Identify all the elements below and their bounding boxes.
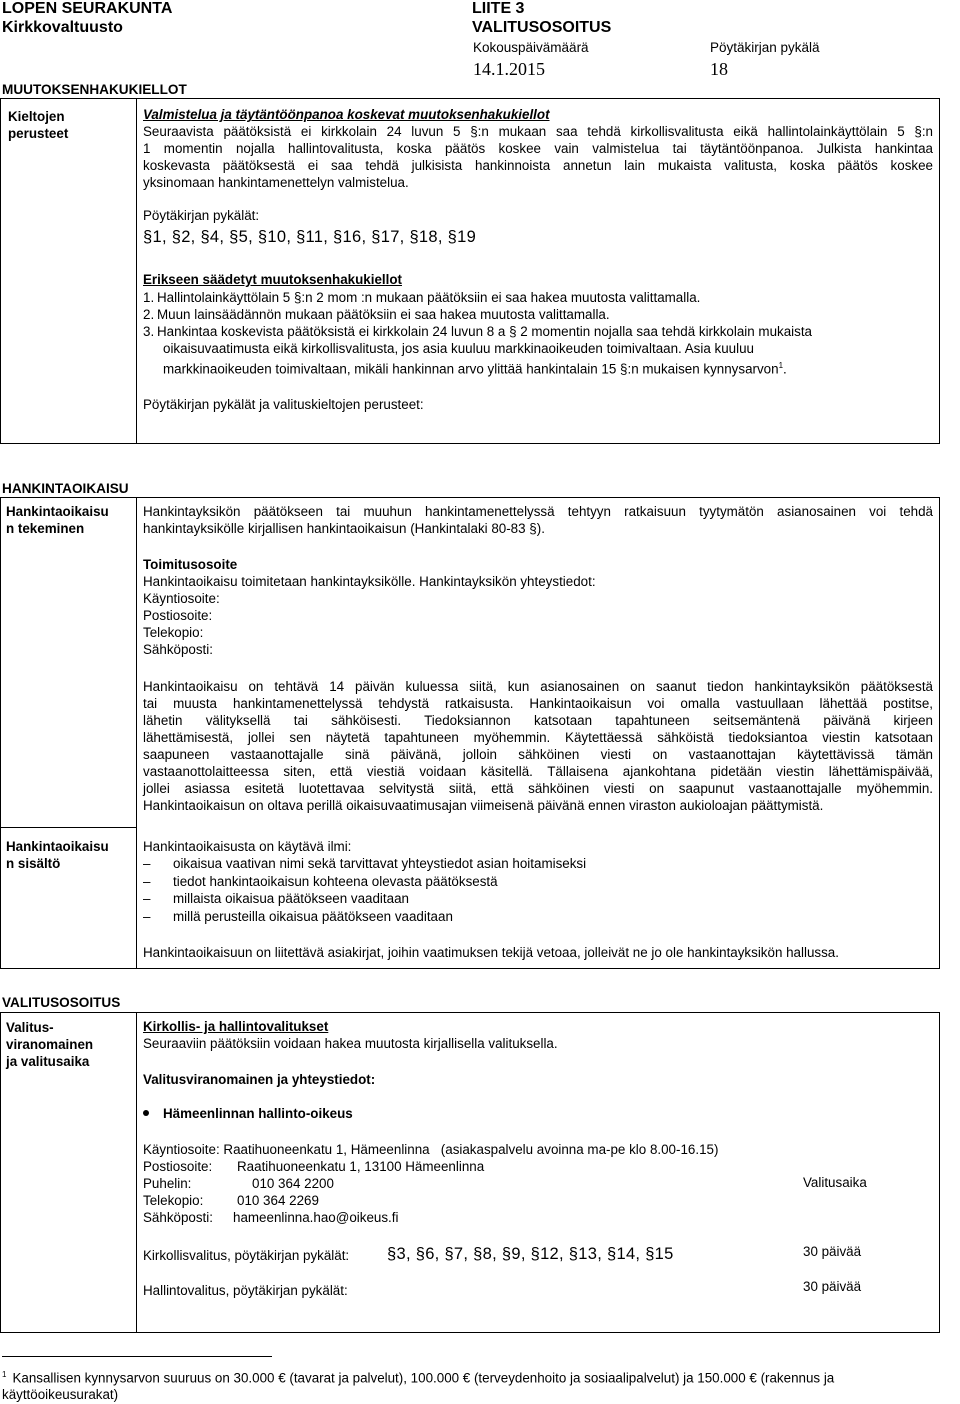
paragraph-line: Hankintaoikaisu on tehtävä 14 päivän kuluessa siitä, kun asianosainen on saanut tiedon hankintayksikön päätöksestä [143,679,933,694]
list-item: 1. Hallintolainkäyttölain 5 §:n 2 mom :n mukaan päätöksiin ei saa hakea muutosta valittamalla. [143,290,701,305]
list-item: 3. Hankintaa koskevista päätöksistä ei kirkkolain 24 luvun 8 a § 2 momentin nojalla saa tehdä kirkkolain mukaista [143,324,813,339]
court-name: Hämeenlinnan hallinto-oikeus [143,1106,353,1121]
church-appeal-sections: §3, §6, §7, §8, §9, §12, §13, §14, §15 [387,1245,674,1263]
footnote-line2: käyttöoikeusurakat) [2,1387,119,1403]
bullet-icon [143,1110,149,1116]
postal-address-label: Postiosoite: [143,608,213,623]
phone-row: Puhelin: 010 364 2200 [143,1176,334,1191]
footnote-mark: 1 [2,1370,7,1379]
paragraph-line: lähetin välityksellä tai sähköisesti. Tiedoksiannon katsotaan tapahtuneen seitsemäntenä päivänä kirjeen [143,713,933,728]
left-cell-divider [0,827,137,828]
paragraph-line: tai muusta hankintamenettelyssä tehdystä ratkaisusta. Hankintaoikaisun voi omalla vastuullaan lähettää postitse, [143,696,933,711]
section-title-hankintaoikaisu: HANKINTAOIKAISU [2,481,129,496]
list-item: – tiedot hankintaoikaisun kohteena olevasta päätöksestä [143,873,498,889]
correction-intro [143,503,933,537]
restrictions-para-line4: yksinomaan hankintamenettelyn valmistelua. [143,175,409,190]
document-title: VALITUSOSOITUS [472,19,612,36]
correction-intro-line2: hankintayksikölle kirjallisen hankintaoikaisun (Hankintalaki 80-83 §). [143,521,545,536]
grounds-label: Pöytäkirjan pykälät ja valituskieltojen perusteet: [143,397,424,412]
list-item: – millä perusteilla oikaisua päätökseen vaaditaan [143,908,453,924]
church-appeal-label: Kirkollisvalitus, pöytäkirjan pykälät: [143,1248,350,1263]
minutes-section-label: Pöytäkirjan pykälä [710,40,820,55]
minutes-section-number: 18 [710,59,728,79]
column-divider [136,98,137,444]
column-divider [136,497,137,969]
list-item-continuation: oikaisuvaatimusta eikä kirkollisvalitusta, jos asia kuuluu markkinaoikeuden toimivaltaan. Asia kuuluu [163,341,754,356]
correction-making-label: Hankintaoikaisu n tekeminen [6,504,109,536]
admin-appeal-label: Hallintovalitus, pöytäkirjan pykälät: [143,1283,348,1298]
correction-intro-line1: Hankintayksikön päätökseen tai muuhun hankintamenettelyssä tehtyyn ratkaisuun tyytymätön asianosainen voi tehdä [143,504,933,519]
attachment-label: LIITE 3 [472,0,525,17]
court-contact-details [143,1141,843,1226]
appeal-authority-label: Valitus- viranomainen ja valitusaika [6,1020,94,1069]
paragraph-line: lähettämisestä, jollei sen näytetä tapahtuneen myöhemmin. Käytettäessä sähköistä tiedoksiantoa viestin katsotaan [143,730,933,745]
sections-list: §1, §2, §4, §5, §10, §11, §16, §17, §18, §19 [143,228,477,246]
section-title-valitusosoitus: VALITUSOSOITUS [2,995,121,1010]
list-item: 2. Muun lainsäädännön mukaan päätöksiin ei saa hakea muutosta valittamalla. [143,307,610,322]
list-item: – millaista oikaisua päätökseen vaaditaan [143,891,409,906]
admin-appeal-days: 30 päivää [803,1279,862,1294]
visit-address-label: Käyntiosoite: [143,591,220,606]
paragraph-line: vastaanottolaitteessa siten, että viestiä voidaan käsitellä. Tällaisena ajankohtana pidetään viestin lähettämispäivää, [143,764,933,779]
email-row: Sähköposti: hameenlinna.hao@oikeus.fi [143,1210,399,1225]
appeals-heading: Kirkollis- ja hallintovalitukset [143,1019,329,1034]
delivery-address [143,556,933,658]
appeal-time-label: Valitusaika [803,1175,867,1190]
delivery-address-line: Hankintaoikaisu toimitetaan hankintayksikölle. Hankintayksikön yhteystiedot: [143,574,596,589]
correction-content [143,838,933,925]
postal-address-row: Postiosoite: Raatihuoneenkatu 1, 13100 Hämeenlinna [143,1159,485,1174]
restrictions-para-line2: 1 momentin nojalla hallintovalitusta, koska päätös koskee vain valmistelua tai täytäntöönpanoa. Julkista hankintaa [143,141,933,156]
list-item-continuation: markkinaoikeuden toimivaltaan, mikäli hankinnan arvo ylittää hankintalain 15 §:n mukaisen kynnysarvon$^1$. [163,361,787,377]
paragraph-line: saapuneen vastaanottajalle sinä päivänä, jolloin sähköinen viesti on vastaanottajan käytettävissä tämän [143,747,933,762]
separate-restrictions-heading: Erikseen säädetyt muutoksenhakukiellot [143,272,402,287]
fax-row: Telekopio: 010 364 2269 [143,1193,319,1208]
content-intro: Hankintaoikaisusta on käytävä ilmi: [143,839,352,854]
meeting-date-label: Kokouspäivämäärä [473,40,589,55]
email-label: Sähköposti: [143,642,213,657]
list-item: – oikaisua vaativan nimi sekä tarvittavat yhteystiedot asian hoitamiseksi [143,856,587,871]
body-name: Kirkkovaltuusto [2,19,123,36]
footnote-line1: Kansallisen kynnysarvon suuruus on 30.000 € (tavarat ja palvelut), 100.000 € (terveydenhoito ja sosiaalipalvelut) ja 150.000 € (rakennus ja [12,1370,835,1386]
appeal-authority-heading: Valitusviranomainen ja yhteystiedot: [143,1072,376,1087]
sections-label: Pöytäkirjan pykälät: [143,208,260,223]
visit-address-row: Käyntiosoite: Raatihuoneenkatu 1, Hämeenlinna (asiakaspalvelu avoinna ma-pe klo 8.00-16.15) [143,1142,719,1157]
appeals-intro: Seuraaviin päätöksiin voidaan hakea muutosta kirjallisella valituksella. [143,1036,558,1051]
column-divider [136,1012,137,1333]
restrictions-grounds-label: Kieltojen perusteet [8,109,69,141]
restrictions-para-line1: Seuraavista päätöksistä ei kirkkolain 24 luvun 5 §:n mukaan saa tehdä kirkollisvalitusta eikä hallintolainkäyttölain 5 §:n [143,124,933,139]
section-title-muutoksenhakukiellot: MUUTOKSENHAKUKIELLOT [2,82,187,97]
attachments-note: Hankintaoikaisuun on liitettävä asiakirjat, joihin vaatimuksen tekijä vetoaa, jolleivät ne jo ole hankintayksikön hallussa. [143,945,839,960]
organization-name: LOPEN SEURAKUNTA [2,0,173,17]
separate-restrictions-list [143,289,933,377]
paragraph-line: jollei asiassa esitetä luotettavaa selvitystä siitä, että sähköinen viesti on saapunut vastaanottajalle myöhemmin. [143,781,933,796]
delivery-address-heading: Toimitusosoite [143,557,238,572]
footnote-separator [2,1356,272,1357]
restrictions-para-line3: koskevasta päätöksestä ei saa tehdä julkisista hankinnoista annetun lain mukaista valitusta, koska päätös koskee [143,158,933,173]
footnote-reference: 1 [778,361,784,370]
restrictions-heading: Valmistelua ja täytäntöönpanoa koskevat muutoksenhakukiellot [143,107,550,122]
restrictions-content [143,106,933,191]
fax-label: Telekopio: [143,625,204,640]
footnote [2,1366,957,1403]
correction-content-label: Hankintaoikaisu n sisältö [6,839,109,871]
paragraph-line: Hankintaoikaisun on oltava perillä oikaisuvaatimusajan viimeisenä päivänä ennen viraston aukioloajan päättymistä. [143,798,824,813]
correction-deadline-paragraph [143,678,933,814]
meeting-date: 14.1.2015 [473,59,545,79]
church-appeal-days: 30 päivää [803,1244,862,1259]
